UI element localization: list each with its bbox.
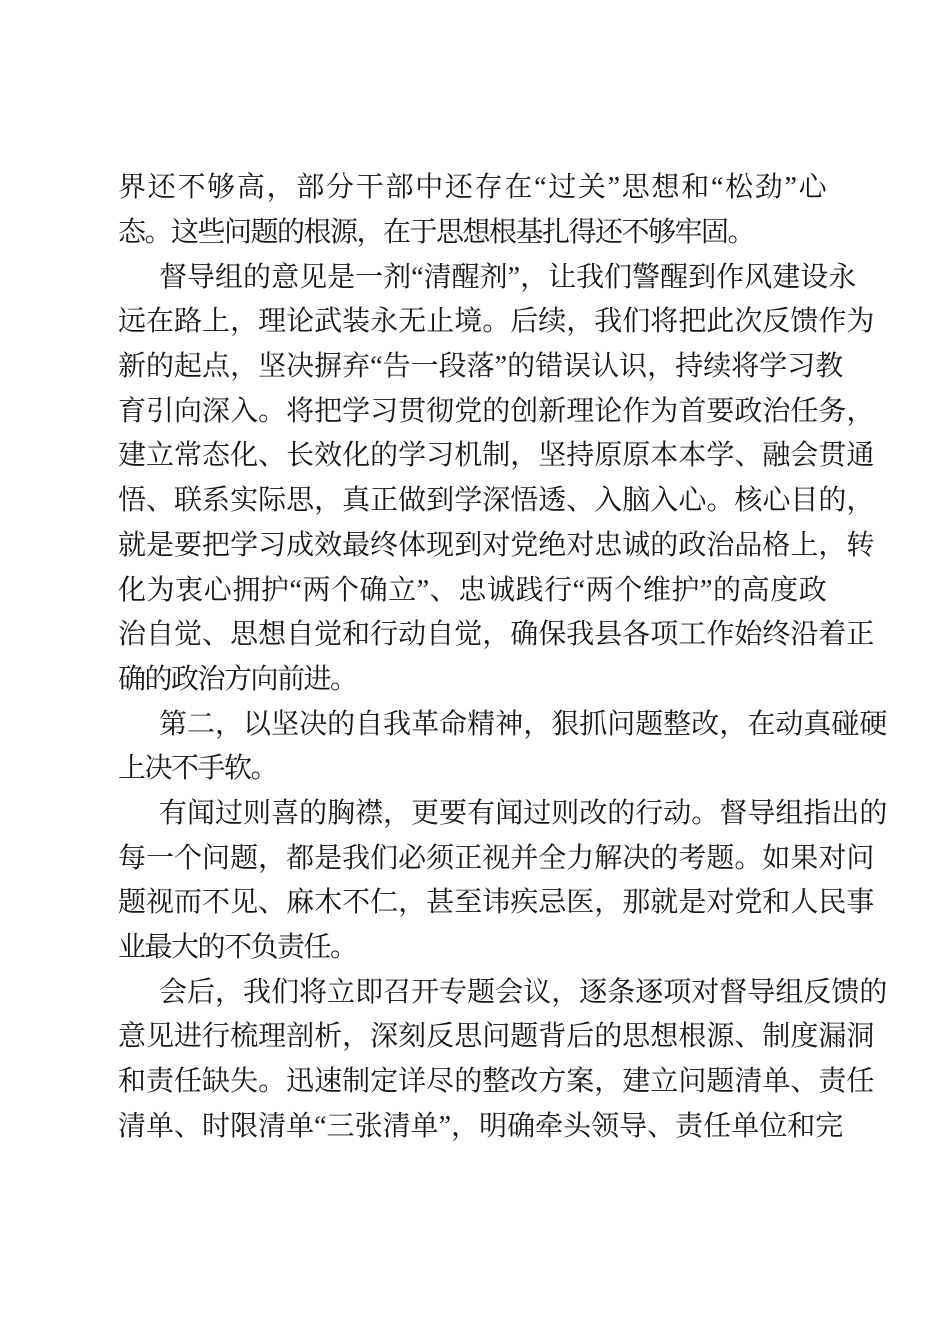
text-line: 化 为 衷 心 拥 护 “ 两 个 确 立 ” 、 忠 诚 践 行 “ 两 个 维 护 ” 的 高 度 政 [118,574,827,606]
text-line: 第 二 ， 以 坚 决 的 自 我 革 命 精 神 ， 狠 抓 问 题 整 改 ， 在 动 真 碰 硬 [159,708,888,740]
text-line: 远 在 路 上 ， 理 论 武 装 永 无 止 境 。 后 续 ， 我 们 将 把 此 次 反 馈 作 为 [118,306,875,338]
text-line: 清 单 、 时 限 清 单 “ 三 张 清 单 ” ， 明 确 牵 头 领 导 、 责 任 单 位 和 完 [118,1110,844,1142]
text-line: 每 一 个 问 题 ， 都 是 我 们 必 须 正 视 并 全 力 解 决 的 考 题 。 如 果 对 问 [118,842,875,874]
text-line: 督 导 组 的 意 见 是 一 剂 “ 清 醒 剂 ” ， 让 我 们 警 醒 到 作 风 建 设 永 [159,261,857,293]
text-line: 业最大的不负责任。 [118,931,357,963]
text-line: 有 闻 过 则 喜 的 胸 襟 ， 更 要 有 闻 过 则 改 的 行 动 。 督 导 组 指 出 的 [159,797,888,829]
document-text [118,166,888,1149]
text-line: 新 的 起 点 ， 坚 决 摒 弃 “ 告 一 段 落 ” 的 错 误 认 识 ， 持 续 将 学 习 教 [118,351,844,383]
text-line: 就 是 要 把 学 习 成 效 最 终 体 现 到 对 党 绝 对 忠 诚 的 政 治 品 格 上 ， 转 [118,529,875,561]
text-line: 建 立 常 态 化 、 长 效 化 的 学 习 机 制 ， 坚 持 原 原 本 本 学 、 融 会 贯 通 [118,440,875,472]
text-line: 意 见 进 行 梳 理 剖 析 ， 深 刻 反 思 问 题 背 后 的 思 想 根 源 、 制 度 漏 洞 [118,1021,875,1053]
text-line: 态。这些问题的根源，在于思想根基扎得还不够牢固。 [118,216,755,248]
text-line: 确的政治方向前进。 [118,663,357,695]
text-line: 会 后 ， 我 们 将 立 即 召 开 专 题 会 议 ， 逐 条 逐 项 对 督 导 组 反 馈 的 [159,976,888,1008]
text-line: 治 自 觉 、 思 想 自 觉 和 行 动 自 觉 ， 确 保 我 县 各 项 工 作 始 终 沿 着 正 [118,619,875,651]
text-line: 和 责 任 缺 失 。 迅 速 制 定 详 尽 的 整 改 方 案 ， 建 立 问 题 清 单 、 责 任 [118,1066,875,1098]
text-line: 上决不手软。 [118,752,278,784]
text-line: 悟 、 联 系 实 际 思 ， 真 正 做 到 学 深 悟 透 、 入 脑 入 心 。 核 心 目 的 ， [118,485,875,517]
text-line: 题 视 而 不 见 、 麻 木 不 仁 ， 甚 至 讳 疾 忌 医 ， 那 就 是 对 党 和 人 民 事 [118,887,875,919]
text-line: 育 引 向 深 入 。 将 把 学 习 贯 彻 党 的 创 新 理 论 作 为 首 要 政 治 任 务 ， [118,395,875,427]
text-line: 界 还 不 够 高 ， 部 分 干 部 中 还 存 在 “ 过 关 ” 思 想 和 “ 松 劲 ” 心 [118,172,827,204]
